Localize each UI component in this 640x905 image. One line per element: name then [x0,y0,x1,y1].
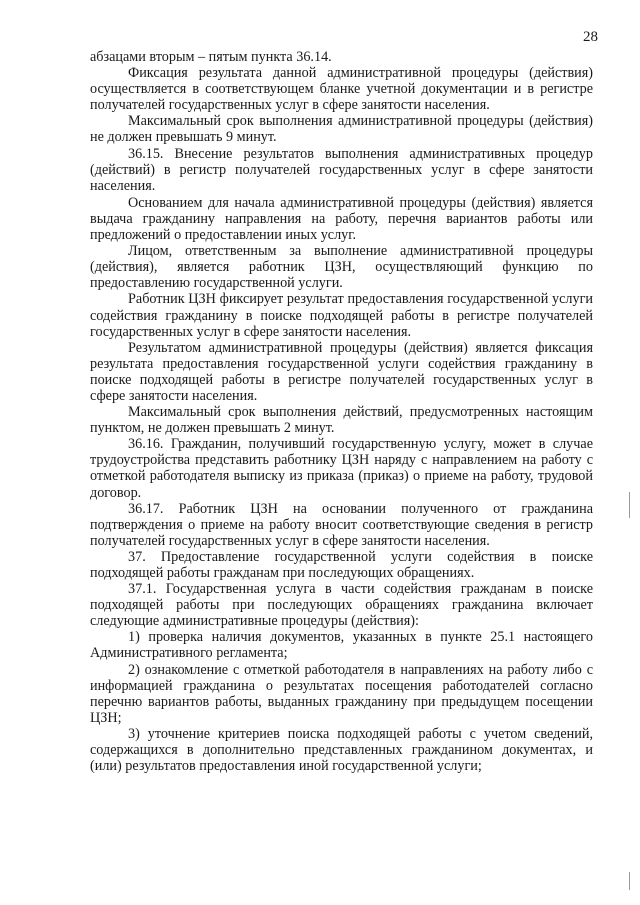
paragraph: 2) ознакомление с отметкой работодателя в направлениях на работу либо с информацией гражданина о результатах посещения работодателей согласно перечню вариантов работы, выданных гражданину при предыдущем посещении ЦЗН; [90,661,593,726]
paragraph: Результатом административной процедуры (действия) является фиксация результата предоставления государственной услуги содействия гражданину в поиске подходящей работы в регистре получателей государственных услуг в сфере занятости населения. [90,339,593,404]
paragraph: абзацами вторым – пятым пункта 36.14. [90,49,332,65]
paragraph: Максимальный срок выполнения административной процедуры (действия) не должен превышать 9 минут. [90,113,593,146]
paragraph: Работник ЦЗН фиксирует результат предоставления государственной услуги содействия гражданину в поиске подходящей работы в регистре получателей государственных услуг в сфере занятости населения. [90,291,593,340]
paragraph: 3) уточнение критериев поиска подходящей работы с учетом сведений, содержащихся в дополнительно представленных гражданином документах, и (или) результатов предоставления иной государственной услуги; [90,725,593,775]
document-body [90,49,593,774]
paragraph: 37.1. Государственная услуга в части содействия гражданам в поиске подходящей работы при последующих обращениях гражданина включает следующие административные процедуры (действия): [90,581,593,630]
scan-edge-mark [629,492,630,518]
paragraph: 1) проверка наличия документов, указанных в пункте 25.1 настоящего Административного регламента; [90,629,593,662]
paragraph: Фиксация результата данной административной процедуры (действия) осуществляется в соответствующем бланке учетной документации и в регистре получателей государственных услуг в сфере занятости населения. [90,65,593,114]
paragraph: Лицом, ответственным за выполнение административной процедуры (действия), является работник ЦЗН, осуществляющий функцию по предоставлению государственной услуги. [90,243,593,292]
paragraph: Основанием для начала административной процедуры (действия) является выдача гражданину направления на работу, перечня вариантов работы или предложений о предоставлении иных услуг. [90,194,593,244]
paragraph: Максимальный срок выполнения действий, предусмотренных настоящим пунктом, не должен превышать 2 минут. [90,404,593,437]
paragraph: 36.15. Внесение результатов выполнения административных процедур (действий) в регистр получателей государственных услуг в сфере занятости населения. [90,145,593,194]
paragraph: 37. Предоставление государственной услуги содействия в поиске подходящей работы гражданам при последующих обращениях. [90,548,593,581]
page-number: 28 [583,29,598,45]
paragraph: 36.17. Работник ЦЗН на основании полученного от гражданина подтверждения о приеме на работу вносит соответствующие сведения в регистр получателей государственных услуг в сфере занятости населения. [90,500,593,549]
paragraph: 36.16. Гражданин, получивший государственную услугу, может в случае трудоустройства представить работнику ЦЗН наряду с направлением на работу с отметкой работодателя выписку из приказа (приказ) о приеме на работу, трудовой договор. [90,436,593,501]
scan-edge-mark [629,872,630,890]
